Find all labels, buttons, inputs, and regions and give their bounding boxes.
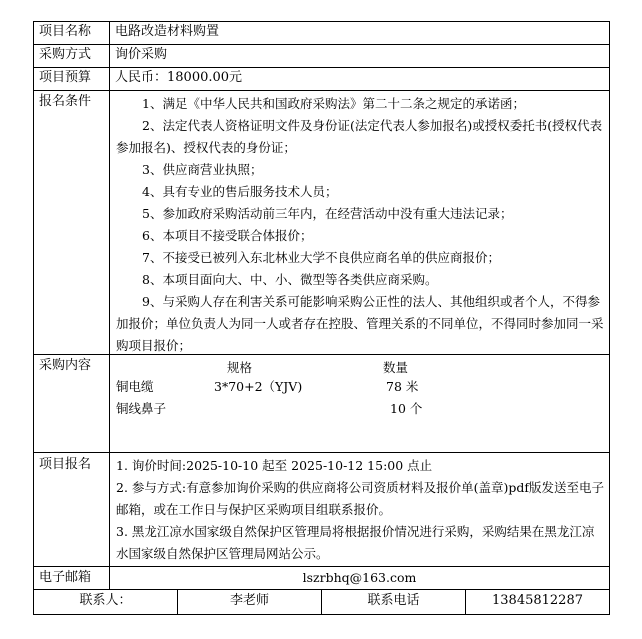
contact-value: 李老师: [229, 593, 269, 608]
spec-header: 规格: [227, 360, 253, 375]
email-value: lszrbhq@163.com: [302, 570, 417, 585]
procurement-notice-table: [33, 21, 610, 615]
phone-label: 联系电话: [367, 593, 420, 608]
budget-label: 项目预算: [39, 70, 92, 85]
qty-header: 数量: [383, 360, 409, 375]
method-label: 采购方式: [39, 47, 92, 62]
condition-item: 6、本项目不接受联合体报价；: [142, 228, 313, 243]
condition-item: 4、具有专业的售后服务技术人员；: [142, 184, 338, 199]
condition-item: 8、本项目面向大、中、小、微型等各类供应商采购。: [142, 272, 438, 287]
item-spec: 3*70+2（YJV): [214, 379, 303, 394]
item-qty: 10 个: [390, 401, 423, 416]
project-name-value: 电路改造材料购置: [115, 24, 220, 39]
condition-item: 1、满足《中华人民共和国政府采购法》第二十二条之规定的承诺函；: [142, 96, 525, 111]
signup-item: 3. 黑龙江凉水国家级自然保护区管理局将根据报价情况进行采购，采购结果在黑龙江凉水国家级自然保护区管理局网站公示。: [116, 524, 595, 561]
budget-value: 人民币：18000.00元: [115, 70, 243, 85]
conditions-label: 报名条件: [39, 94, 92, 109]
condition-item: 7、不接受已被列入东北林业大学不良供应商名单的供应商报价；: [142, 250, 500, 265]
method-value: 询价采购: [115, 47, 168, 62]
phone-value: 13845812287: [492, 593, 583, 608]
signup-item: 1. 询价时间:2025-10-10 起至 2025-10-12 15:00 点止: [116, 458, 433, 473]
item-name: 铜电缆: [116, 379, 154, 394]
item-name: 铜线鼻子: [116, 401, 167, 416]
condition-item: 2、法定代表人资格证明文件及身份证(法定代表人参加报名)或授权委托书(授权代表参加报名)、授权代表的身份证；: [116, 118, 603, 155]
email-label: 电子邮箱: [39, 570, 92, 585]
project-name-label: 项目名称: [39, 24, 92, 39]
condition-item: 5、参加政府采购活动前三年内，在经营活动中没有重大违法记录；: [142, 206, 513, 221]
signup-item: 2. 参与方式:有意参加询价采购的供应商将公司资质材料及报价单(盖章)pdf版发送至电子邮箱，或在工作日与保护区采购项目组联系报价。: [116, 480, 604, 517]
item-qty: 78 米: [386, 379, 419, 394]
signup-label: 项目报名: [39, 457, 92, 472]
condition-item: 3、供应商营业执照；: [142, 162, 263, 177]
condition-item: 9、与采购人存在利害关系可能影响采购公正性的法人、其他组织或者个人，不得参加报价；单位负责人为同一人或者存在控股、管理关系的不同单位，不得同时参加同一采购项目报价；: [116, 294, 604, 353]
contact-label: 联系人：: [79, 593, 132, 608]
content-label: 采购内容: [39, 358, 92, 373]
